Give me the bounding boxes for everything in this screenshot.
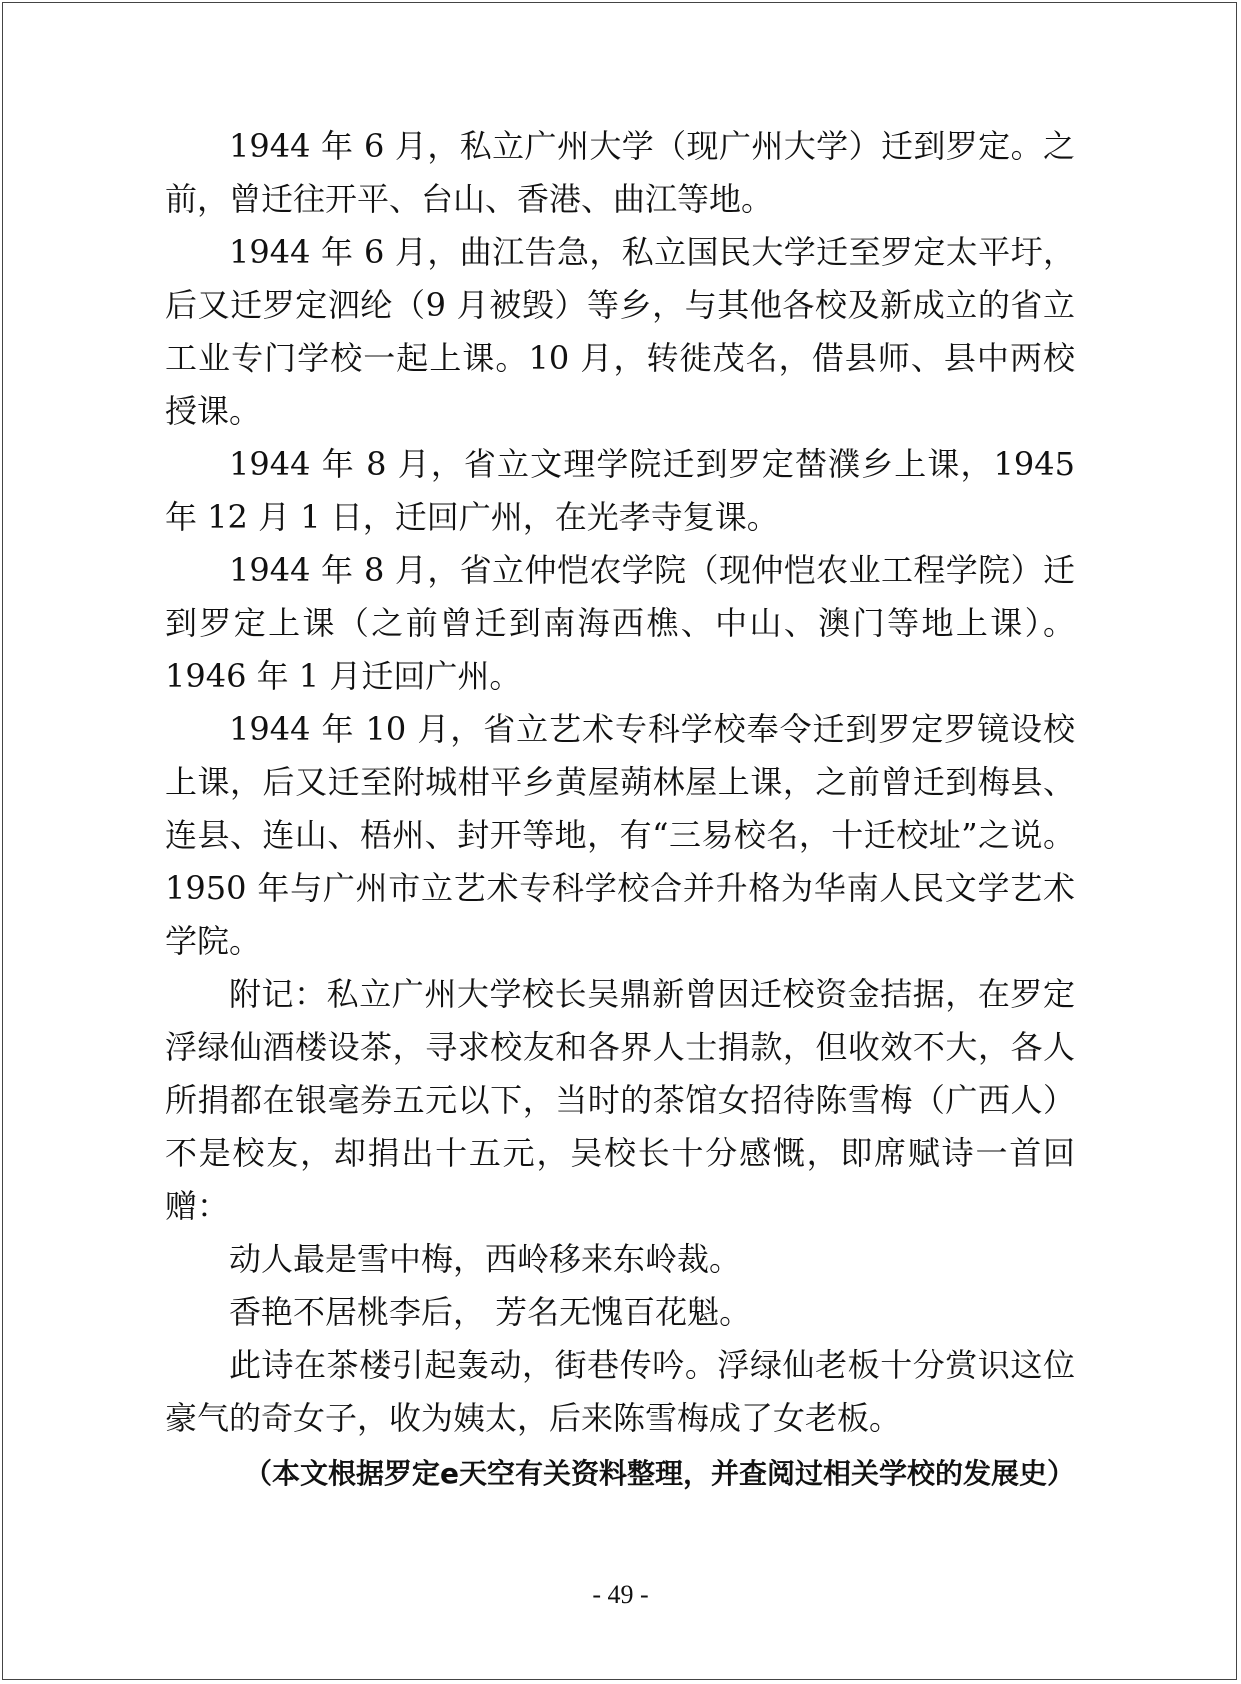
paragraph-appendix: 附记：私立广州大学校长吴鼎新曾因迁校资金拮据，在罗定浮绿仙酒楼设茶，寻求校友和各界人士捐款，但收效不大，各人所捐都在银毫券五元以下，当时的茶馆女招待陈雪梅（广西人）不是校友，却捐出十五元，吴校长十分感慨，即席赋诗一首回赠： <box>165 975 1075 1225</box>
paragraph-guangzhou-university: 1944 年 6 月，私立广州大学（现广州大学）迁到罗定。之前，曾迁往开平、台山、香港、曲江等地。 <box>165 127 1075 218</box>
paragraph-arts-science-college: 1944 年 8 月，省立文理学院迁到罗定榃濮乡上课，1945 年 12 月 1 日，迁回广州，在光孝寺复课。 <box>165 445 1075 536</box>
paragraph-zhongkai-college: 1944 年 8 月，省立仲恺农学院（现仲恺农业工程学院）迁到罗定上课（之前曾迁到南海西樵、中山、澳门等地上课）。1946 年 1 月迁回广州。 <box>165 551 1075 695</box>
poem-line-1: 动人最是雪中梅，西岭移来东岭裁。 <box>229 1240 742 1278</box>
page-number: - 49 - <box>592 1580 649 1609</box>
paragraph-art-school: 1944 年 10 月，省立艺术专科学校奉令迁到罗定罗镜设校上课，后又迁至附城柑平乡黄屋蒴林屋上课，之前曾迁到梅县、连县、连山、梧州、封开等地，有“三易校名，十迁校址”之说。1950 年与广州市立艺术专科学校合并升格为华南人民文学艺术学院。 <box>165 710 1075 960</box>
article-body <box>165 120 1075 1500</box>
poem-line-2: 香艳不居桃李后， 芳名无愧百花魁。 <box>229 1293 752 1331</box>
paragraph-closing: 此诗在茶楼引起轰动，街巷传吟。浮绿仙老板十分赏识这位豪气的奇女子，收为姨太，后来陈雪梅成了女老板。 <box>165 1346 1075 1437</box>
source-note: （本文根据罗定e天空有关资料整理，并查阅过相关学校的发展史） <box>244 1457 1075 1490</box>
paragraph-national-university: 1944 年 6 月，曲江告急，私立国民大学迁至罗定太平圩，后又迁罗定泗纶（9 月被毁）等乡，与其他各校及新成立的省立工业专门学校一起上课。10 月，转徙茂名，借县师、县中两校授课。 <box>165 233 1075 430</box>
